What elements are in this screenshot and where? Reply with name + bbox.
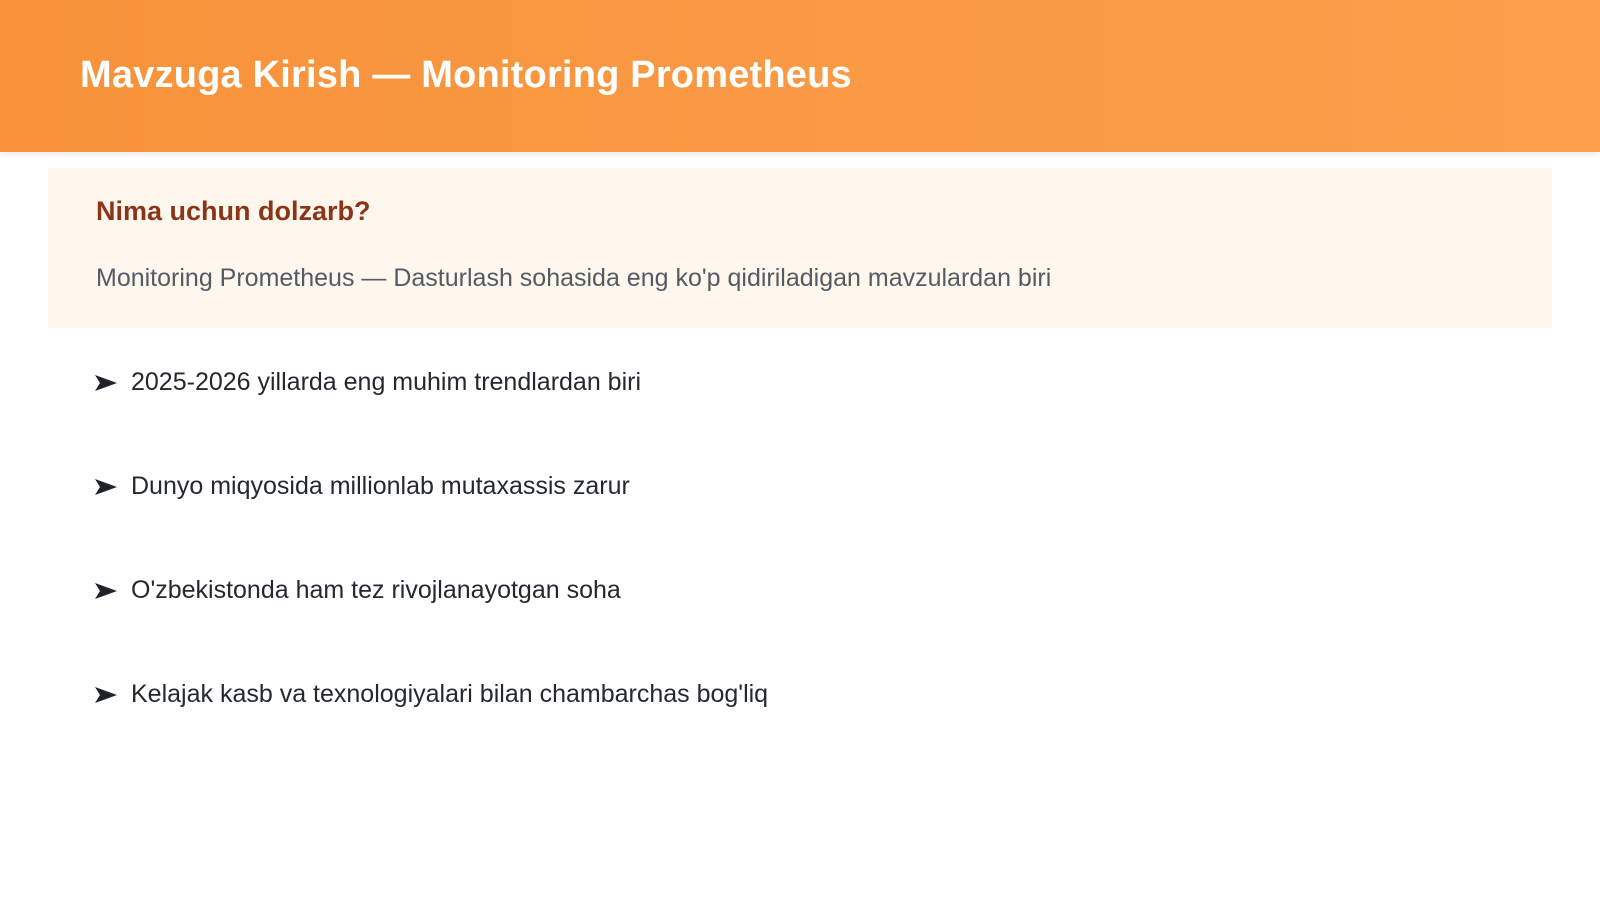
bullet-text: 2025-2026 yillarda eng muhim trendlardan biri [131,368,642,396]
triangle-right-arrow-icon [95,374,117,392]
intro-heading: Nima uchun dolzarb? [96,196,371,226]
bullet-item [95,464,768,568]
triangle-right-arrow-icon [95,686,117,704]
intro-text: Monitoring Prometheus — Dasturlash sohasida eng ko'p qidiriladigan mavzulardan biri [96,264,1052,292]
bullet-text: O'zbekistonda ham tez rivojlanayotgan soha [131,576,621,604]
bullet-item [95,360,768,464]
header-bar [0,0,1600,152]
bullet-text: Dunyo miqyosida millionlab mutaxassis zarur [131,472,630,500]
triangle-right-arrow-icon [95,582,117,600]
bullet-list [95,360,768,776]
bullet-text: Kelajak kasb va texnologiyalari bilan chambarchas bog'liq [131,680,769,708]
slide-title: Mavzuga Kirish — Monitoring Prometheus [80,54,852,96]
bullet-item [95,672,768,776]
intro-callout-box [48,168,1552,328]
bullet-item [95,568,768,672]
triangle-right-arrow-icon [95,478,117,496]
